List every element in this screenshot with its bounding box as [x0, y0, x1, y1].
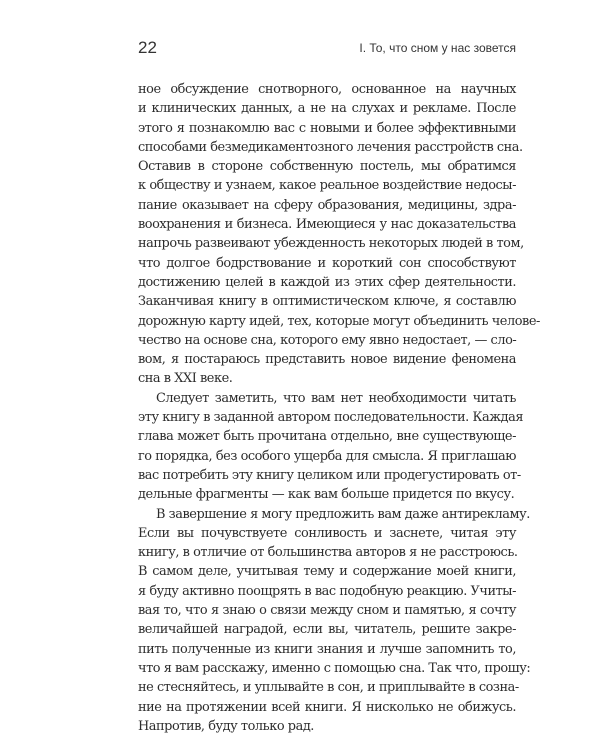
text-line: вас потребить эту книгу целиком или продегустировать от- [138, 467, 521, 483]
text-line: Напротив, буду только рад. [138, 718, 314, 734]
running-title: I. То, что сном у нас зовется [359, 41, 516, 55]
text-line: этого я познакомлю вас с новыми и более эффективными [138, 120, 516, 136]
text-line: воохранения и бизнеса. Имеющиеся у нас доказательства [138, 217, 516, 233]
page-number: 22 [138, 38, 157, 57]
text-line: сна в XXI веке. [138, 371, 233, 387]
text-line: Заканчивая книгу в оптимистическом ключе, я составлю [138, 294, 516, 310]
text-line: эту книгу в заданной автором последовательности. Каждая [138, 410, 524, 426]
text-line: достижению целей в каждой из этих сфер деятельности. [138, 274, 516, 290]
text-line: вом, я постараюсь представить новое видение феномена [138, 352, 516, 368]
text-line: что долгое бодрствование и короткий сон способствуют [138, 255, 516, 271]
text-line: Оставив в стороне собственную постель, мы обратимся [138, 159, 516, 175]
paragraph [138, 80, 540, 389]
text-line: В самом деле, учитывая тему и содержание моей книги, [138, 564, 516, 580]
text-line: пание оказывает на сферу образования, медицины, здра- [138, 197, 516, 213]
text-line: величайшей наградой, если вы, читатель, решите закре- [138, 622, 516, 638]
text-line: что я вам расскажу, именно с помощью сна. Так что, прошу: [138, 660, 531, 676]
text-line: дорожную карту идей, тех, которые могут объединить челове- [138, 313, 540, 329]
paragraph [138, 505, 531, 737]
text-line: и клинических данных, а не на слухах и рекламе. После [138, 101, 516, 117]
text-line: го порядка, без особого ущерба для смысла. Я приглашаю [138, 448, 516, 464]
text-line: книгу, в отличие от большинства авторов я не расстроюсь. [138, 545, 518, 561]
text-line: дельные фрагменты — как вам больше придется по вкусу. [138, 487, 515, 503]
text-line: к обществу и узнаем, какое реальное воздействие недосы- [138, 178, 516, 194]
text-line: Следует заметить, что вам нет необходимости читать [156, 390, 516, 406]
page-header [138, 38, 516, 62]
text-line: ное обсуждение снотворного, основанное на научных [138, 82, 516, 97]
text-line: я буду активно поощрять в вас подобную реакцию. Учиты- [138, 583, 516, 599]
text-line: Если вы почувствуете сонливость и заснете, читая эту [138, 525, 516, 541]
body-text [138, 80, 540, 736]
text-line: чество на основе сна, которого ему явно недостает, — сло- [138, 332, 517, 348]
text-line: пить полученные из книги знания и лучше запомнить то, [138, 641, 516, 657]
text-line: вая то, что я знаю о связи между сном и памятью, я сочту [138, 603, 516, 619]
text-line: глава может быть прочитана отдельно, вне существующе- [138, 429, 516, 445]
text-line: ние на протяжении всей книги. Я нисколько не обижусь. [138, 699, 516, 715]
text-line: не стесняйтесь, и уплывайте в сон, и приплывайте в созна- [138, 680, 519, 696]
text-line: напрочь развеивают убежденность некоторых людей в том, [138, 236, 524, 252]
text-line: В завершение я могу предложить вам даже антирекламу. [156, 506, 530, 522]
paragraph [138, 389, 524, 505]
text-line: способами безмедикаментозного лечения расстройств сна. [138, 139, 523, 155]
